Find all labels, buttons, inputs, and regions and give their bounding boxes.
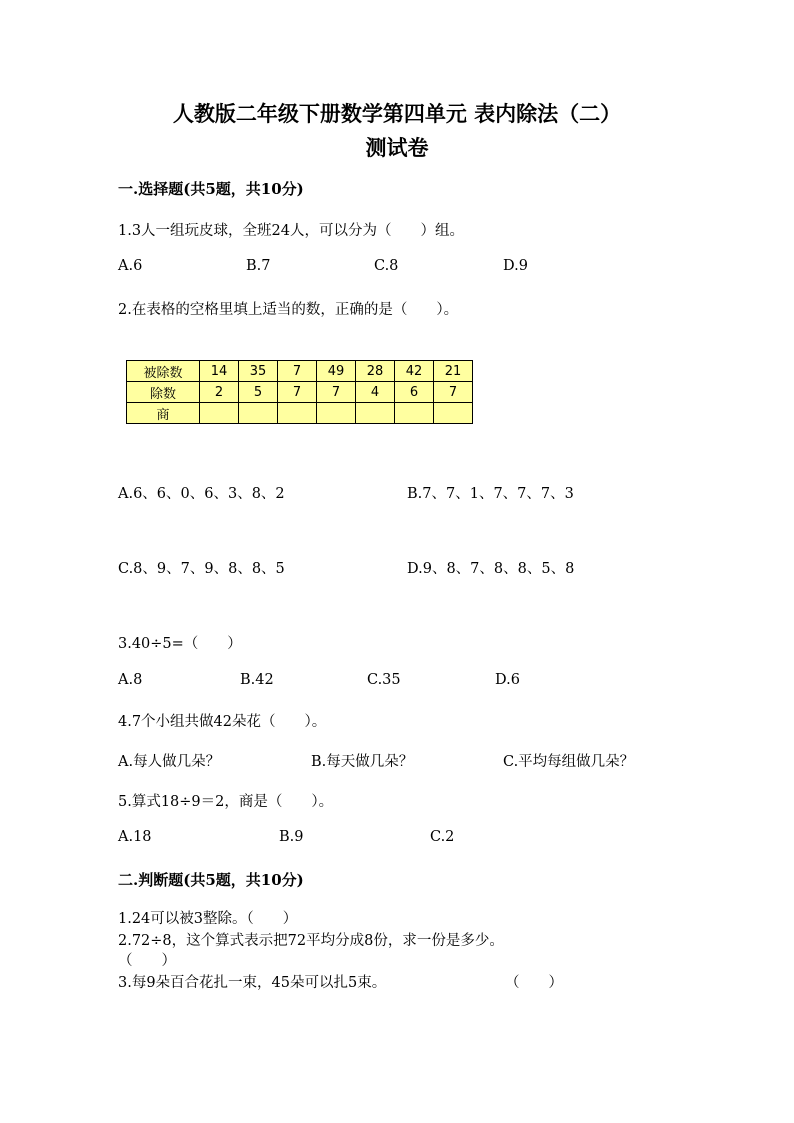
q1-option-b: B.7 <box>246 258 271 274</box>
judge-q3-blank: （ ） <box>505 975 563 991</box>
q2-option-c: C.8、9、7、9、8、8、5 <box>118 561 285 577</box>
q5-option-c: C.2 <box>430 829 455 845</box>
table-cell: 7 <box>278 361 317 382</box>
blank-cell[interactable] <box>317 403 356 424</box>
blank-cell[interactable] <box>200 403 239 424</box>
table-cell: 42 <box>395 361 434 382</box>
table-row <box>127 403 473 424</box>
table-cell: 商 <box>127 403 200 424</box>
q2-option-a: A.6、6、0、6、3、8、2 <box>118 486 285 502</box>
judge-q3-text: 3.每9朵百合花扎一束，45朵可以扎5束。 <box>118 975 387 991</box>
table-cell: 被除数 <box>127 361 200 382</box>
table-row <box>127 382 473 403</box>
q2-text: 2.在表格的空格里填上适当的数，正确的是（ ）。 <box>118 302 459 318</box>
table-cell: 7 <box>434 382 473 403</box>
division-table <box>126 360 473 424</box>
section2-heading: 二.判断题(共5题，共10分) <box>118 871 304 889</box>
table-cell: 7 <box>317 382 356 403</box>
blank-cell[interactable] <box>239 403 278 424</box>
blank-cell[interactable] <box>395 403 434 424</box>
table-cell: 35 <box>239 361 278 382</box>
table-cell: 49 <box>317 361 356 382</box>
q3-text: 3.40÷5=（ ） <box>118 636 242 652</box>
page-subtitle: 测试卷 <box>365 135 429 160</box>
q5-text: 5.算式18÷9＝2，商是（ ）。 <box>118 794 334 810</box>
judge-q2-blank: （ ） <box>118 953 176 969</box>
q4-option-b: B.每天做几朵？ <box>311 754 414 770</box>
table-cell: 6 <box>395 382 434 403</box>
q3-option-d: D.6 <box>495 672 520 688</box>
q2-option-d: D.9、8、7、8、8、5、8 <box>407 561 575 577</box>
q3-option-b: B.42 <box>240 672 274 688</box>
blank-cell[interactable] <box>434 403 473 424</box>
table-cell: 5 <box>239 382 278 403</box>
table-cell: 21 <box>434 361 473 382</box>
blank-cell[interactable] <box>356 403 395 424</box>
table-row <box>127 361 473 382</box>
q3-option-c: C.35 <box>367 672 401 688</box>
q4-text: 4.7个小组共做42朵花（ ）。 <box>118 714 327 730</box>
judge-q1-text: 1.24可以被3整除。（ ） <box>118 911 298 927</box>
blank-cell[interactable] <box>278 403 317 424</box>
q1-option-d: D.9 <box>503 258 528 274</box>
section1-heading: 一.选择题(共5题，共10分) <box>118 180 304 198</box>
q3-option-a: A.8 <box>118 672 143 688</box>
q2-option-b: B.7、7、1、7、7、7、3 <box>407 486 574 502</box>
q4-option-c: C.平均每组做几朵？ <box>503 754 635 770</box>
judge-q2-text: 2.72÷8，这个算式表示把72平均分成8份，求一份是多少。 <box>118 933 504 949</box>
table-cell: 14 <box>200 361 239 382</box>
table-cell: 除数 <box>127 382 200 403</box>
q5-option-b: B.9 <box>279 829 304 845</box>
q1-option-c: C.8 <box>374 258 399 274</box>
table-cell: 28 <box>356 361 395 382</box>
q1-text: 1.3人一组玩皮球，全班24人，可以分为（ ）组。 <box>118 223 465 239</box>
table-cell: 7 <box>278 382 317 403</box>
q4-option-a: A.每人做几朵？ <box>118 754 221 770</box>
table-cell: 2 <box>200 382 239 403</box>
page-title: 人教版二年级下册数学第四单元 表内除法（二） <box>172 101 622 126</box>
q5-option-a: A.18 <box>118 829 152 845</box>
q1-option-a: A.6 <box>118 258 143 274</box>
table-cell: 4 <box>356 382 395 403</box>
